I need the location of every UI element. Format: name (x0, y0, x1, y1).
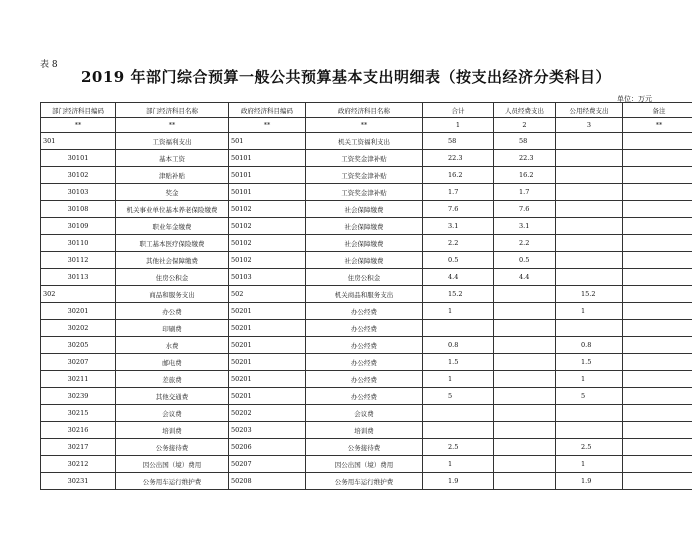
table-row (41, 371, 692, 388)
cell-dept-code: 30215 (41, 405, 116, 422)
cell-public-expense: 0.8 (556, 337, 623, 354)
cell-total: 1 (423, 303, 494, 320)
index-cell: 2 (494, 118, 556, 133)
cell-public-expense (556, 320, 623, 337)
cell-gov-code: 50102 (229, 235, 306, 252)
cell-gov-code: 50201 (229, 388, 306, 405)
cell-total: 1.9 (423, 473, 494, 490)
cell-dept-code: 301 (41, 133, 116, 150)
unit-label: 单位：万元 (617, 95, 652, 103)
header-dept-name: 部门经济科目名称 (116, 103, 229, 118)
table-row (41, 473, 692, 490)
cell-note (623, 252, 692, 269)
cell-staff-expense (494, 371, 556, 388)
cell-dept-name: 因公出国（境）费用 (116, 456, 229, 473)
cell-note (623, 201, 692, 218)
cell-gov-name: 机关商品和服务支出 (306, 286, 423, 303)
cell-total: 22.3 (423, 150, 494, 167)
cell-public-expense (556, 150, 623, 167)
cell-gov-name: 机关工资福利支出 (306, 133, 423, 150)
cell-gov-name: 住房公积金 (306, 269, 423, 286)
cell-gov-name: 社会保障缴费 (306, 201, 423, 218)
cell-public-expense: 1.9 (556, 473, 623, 490)
cell-public-expense: 5 (556, 388, 623, 405)
header-gov-code: 政府经济科目编码 (229, 103, 306, 118)
cell-gov-code: 50203 (229, 422, 306, 439)
cell-gov-code: 50101 (229, 150, 306, 167)
index-cell: ** (41, 118, 116, 133)
cell-public-expense (556, 235, 623, 252)
cell-staff-expense: 2.2 (494, 235, 556, 252)
cell-total: 15.2 (423, 286, 494, 303)
table-row (41, 218, 692, 235)
cell-dept-code: 302 (41, 286, 116, 303)
cell-gov-name: 因公出国（境）费用 (306, 456, 423, 473)
cell-dept-code: 30201 (41, 303, 116, 320)
cell-gov-code: 50102 (229, 252, 306, 269)
table-row (41, 201, 692, 218)
cell-public-expense: 1 (556, 456, 623, 473)
table-row (41, 269, 692, 286)
cell-gov-name: 社会保障缴费 (306, 235, 423, 252)
cell-total: 5 (423, 388, 494, 405)
cell-gov-code: 50102 (229, 218, 306, 235)
cell-dept-code: 30202 (41, 320, 116, 337)
index-row (41, 118, 692, 133)
cell-public-expense (556, 269, 623, 286)
cell-dept-code: 30239 (41, 388, 116, 405)
cell-gov-name: 办公经费 (306, 320, 423, 337)
cell-note (623, 150, 692, 167)
cell-gov-code: 502 (229, 286, 306, 303)
cell-staff-expense (494, 456, 556, 473)
table-row (41, 337, 692, 354)
cell-staff-expense: 16.2 (494, 167, 556, 184)
cell-gov-code: 50201 (229, 371, 306, 388)
cell-staff-expense (494, 286, 556, 303)
cell-dept-name: 职业年金缴费 (116, 218, 229, 235)
cell-note (623, 133, 692, 150)
cell-gov-code: 50101 (229, 167, 306, 184)
cell-gov-name: 办公经费 (306, 388, 423, 405)
cell-dept-name: 奖金 (116, 184, 229, 201)
cell-gov-code: 501 (229, 133, 306, 150)
cell-staff-expense: 7.6 (494, 201, 556, 218)
cell-note (623, 405, 692, 422)
cell-dept-name: 差旅费 (116, 371, 229, 388)
cell-dept-code: 30205 (41, 337, 116, 354)
cell-total: 16.2 (423, 167, 494, 184)
cell-dept-code: 30217 (41, 439, 116, 456)
table-row (41, 320, 692, 337)
cell-staff-expense: 0.5 (494, 252, 556, 269)
table-row (41, 354, 692, 371)
table-row (41, 133, 692, 150)
cell-dept-name: 印刷费 (116, 320, 229, 337)
cell-gov-name: 社会保障缴费 (306, 218, 423, 235)
table-row (41, 405, 692, 422)
header-total: 合计 (423, 103, 494, 118)
table-row (41, 456, 692, 473)
cell-gov-name: 工资奖金津补贴 (306, 150, 423, 167)
cell-staff-expense: 1.7 (494, 184, 556, 201)
page-title: 2019 年部门综合预算一般公共预算基本支出明细表（按支出经济分类科目） (81, 68, 611, 86)
cell-gov-code: 50207 (229, 456, 306, 473)
table-row (41, 286, 692, 303)
index-cell: ** (116, 118, 229, 133)
cell-public-expense (556, 184, 623, 201)
cell-gov-name: 公务用车运行维护费 (306, 473, 423, 490)
cell-dept-code: 30113 (41, 269, 116, 286)
table-row (41, 303, 692, 320)
index-cell: ** (306, 118, 423, 133)
cell-dept-code: 30108 (41, 201, 116, 218)
cell-dept-name: 其他社会保障缴费 (116, 252, 229, 269)
cell-dept-code: 30110 (41, 235, 116, 252)
cell-dept-name: 职工基本医疗保险缴费 (116, 235, 229, 252)
cell-gov-code: 50201 (229, 337, 306, 354)
cell-note (623, 167, 692, 184)
index-cell: ** (623, 118, 692, 133)
cell-staff-expense: 22.3 (494, 150, 556, 167)
cell-note (623, 388, 692, 405)
table-row (41, 235, 692, 252)
budget-table (40, 102, 692, 490)
cell-note (623, 439, 692, 456)
table-number: 表 8 (40, 60, 58, 70)
cell-dept-code: 30216 (41, 422, 116, 439)
cell-total: 0.8 (423, 337, 494, 354)
cell-staff-expense (494, 320, 556, 337)
cell-gov-code: 50201 (229, 320, 306, 337)
cell-dept-code: 30102 (41, 167, 116, 184)
index-cell: 3 (556, 118, 623, 133)
cell-dept-name: 工资福利支出 (116, 133, 229, 150)
cell-dept-name: 住房公积金 (116, 269, 229, 286)
cell-note (623, 473, 692, 490)
cell-gov-name: 工资奖金津补贴 (306, 167, 423, 184)
cell-note (623, 456, 692, 473)
index-cell: ** (229, 118, 306, 133)
cell-staff-expense (494, 303, 556, 320)
cell-gov-code: 50202 (229, 405, 306, 422)
cell-dept-name: 公务接待费 (116, 439, 229, 456)
cell-gov-code: 50206 (229, 439, 306, 456)
cell-gov-name: 会议费 (306, 405, 423, 422)
cell-dept-code: 30109 (41, 218, 116, 235)
table-row (41, 252, 692, 269)
cell-total: 3.1 (423, 218, 494, 235)
cell-gov-code: 50201 (229, 303, 306, 320)
cell-note (623, 235, 692, 252)
cell-gov-code: 50201 (229, 354, 306, 371)
cell-dept-name: 水费 (116, 337, 229, 354)
cell-total: 0.5 (423, 252, 494, 269)
cell-dept-code: 30211 (41, 371, 116, 388)
table-row (41, 439, 692, 456)
cell-gov-name: 办公经费 (306, 303, 423, 320)
header-note: 备注 (623, 103, 692, 118)
cell-total (423, 405, 494, 422)
header-public-expense: 公用经费支出 (556, 103, 623, 118)
header-gov-name: 政府经济科目名称 (306, 103, 423, 118)
cell-staff-expense (494, 354, 556, 371)
cell-gov-name: 公务接待费 (306, 439, 423, 456)
cell-staff-expense (494, 439, 556, 456)
cell-note (623, 184, 692, 201)
cell-gov-name: 办公经费 (306, 371, 423, 388)
cell-dept-code: 30212 (41, 456, 116, 473)
cell-note (623, 371, 692, 388)
cell-dept-code: 30101 (41, 150, 116, 167)
table-row (41, 422, 692, 439)
cell-note (623, 218, 692, 235)
cell-dept-name: 商品和服务支出 (116, 286, 229, 303)
cell-dept-name: 机关事业单位基本养老保险缴费 (116, 201, 229, 218)
cell-public-expense: 1 (556, 303, 623, 320)
cell-dept-code: 30207 (41, 354, 116, 371)
table-row (41, 184, 692, 201)
cell-public-expense (556, 167, 623, 184)
cell-total: 1 (423, 371, 494, 388)
cell-total (423, 422, 494, 439)
cell-gov-name: 办公经费 (306, 354, 423, 371)
cell-gov-name: 培训费 (306, 422, 423, 439)
cell-public-expense: 1 (556, 371, 623, 388)
cell-note (623, 286, 692, 303)
cell-total: 2.2 (423, 235, 494, 252)
cell-dept-name: 会议费 (116, 405, 229, 422)
cell-gov-code: 50101 (229, 184, 306, 201)
table-row (41, 150, 692, 167)
cell-staff-expense (494, 405, 556, 422)
cell-total: 1 (423, 456, 494, 473)
cell-gov-name: 工资奖金津补贴 (306, 184, 423, 201)
cell-total: 4.4 (423, 269, 494, 286)
table-row (41, 388, 692, 405)
cell-dept-code: 30103 (41, 184, 116, 201)
header-dept-code: 部门经济科目编码 (41, 103, 116, 118)
cell-public-expense (556, 252, 623, 269)
cell-staff-expense (494, 473, 556, 490)
cell-staff-expense (494, 337, 556, 354)
cell-public-expense: 1.5 (556, 354, 623, 371)
cell-dept-name: 办公费 (116, 303, 229, 320)
cell-gov-code: 50103 (229, 269, 306, 286)
cell-public-expense (556, 201, 623, 218)
table-body (41, 133, 692, 490)
cell-note (623, 422, 692, 439)
cell-gov-code: 50208 (229, 473, 306, 490)
cell-dept-name: 基本工资 (116, 150, 229, 167)
cell-total: 58 (423, 133, 494, 150)
table-row (41, 167, 692, 184)
cell-public-expense (556, 422, 623, 439)
cell-note (623, 303, 692, 320)
cell-staff-expense (494, 388, 556, 405)
cell-note (623, 354, 692, 371)
cell-dept-code: 30231 (41, 473, 116, 490)
cell-gov-code: 50102 (229, 201, 306, 218)
cell-dept-name: 邮电费 (116, 354, 229, 371)
cell-dept-name: 其他交通费 (116, 388, 229, 405)
cell-gov-name: 办公经费 (306, 337, 423, 354)
cell-dept-code: 30112 (41, 252, 116, 269)
cell-total: 1.7 (423, 184, 494, 201)
header-row (41, 103, 692, 118)
cell-dept-name: 津贴补贴 (116, 167, 229, 184)
cell-dept-name: 公务用车运行维护费 (116, 473, 229, 490)
cell-dept-name: 培训费 (116, 422, 229, 439)
cell-note (623, 320, 692, 337)
cell-public-expense (556, 133, 623, 150)
cell-public-expense: 15.2 (556, 286, 623, 303)
cell-staff-expense: 3.1 (494, 218, 556, 235)
cell-total: 2.5 (423, 439, 494, 456)
cell-public-expense (556, 218, 623, 235)
cell-staff-expense (494, 422, 556, 439)
cell-public-expense: 2.5 (556, 439, 623, 456)
index-cell: 1 (423, 118, 494, 133)
cell-staff-expense: 4.4 (494, 269, 556, 286)
cell-public-expense (556, 405, 623, 422)
header-staff-expense: 人员经费支出 (494, 103, 556, 118)
cell-total: 1.5 (423, 354, 494, 371)
cell-staff-expense: 58 (494, 133, 556, 150)
cell-gov-name: 社会保障缴费 (306, 252, 423, 269)
cell-total: 7.6 (423, 201, 494, 218)
cell-total (423, 320, 494, 337)
cell-note (623, 269, 692, 286)
cell-note (623, 337, 692, 354)
